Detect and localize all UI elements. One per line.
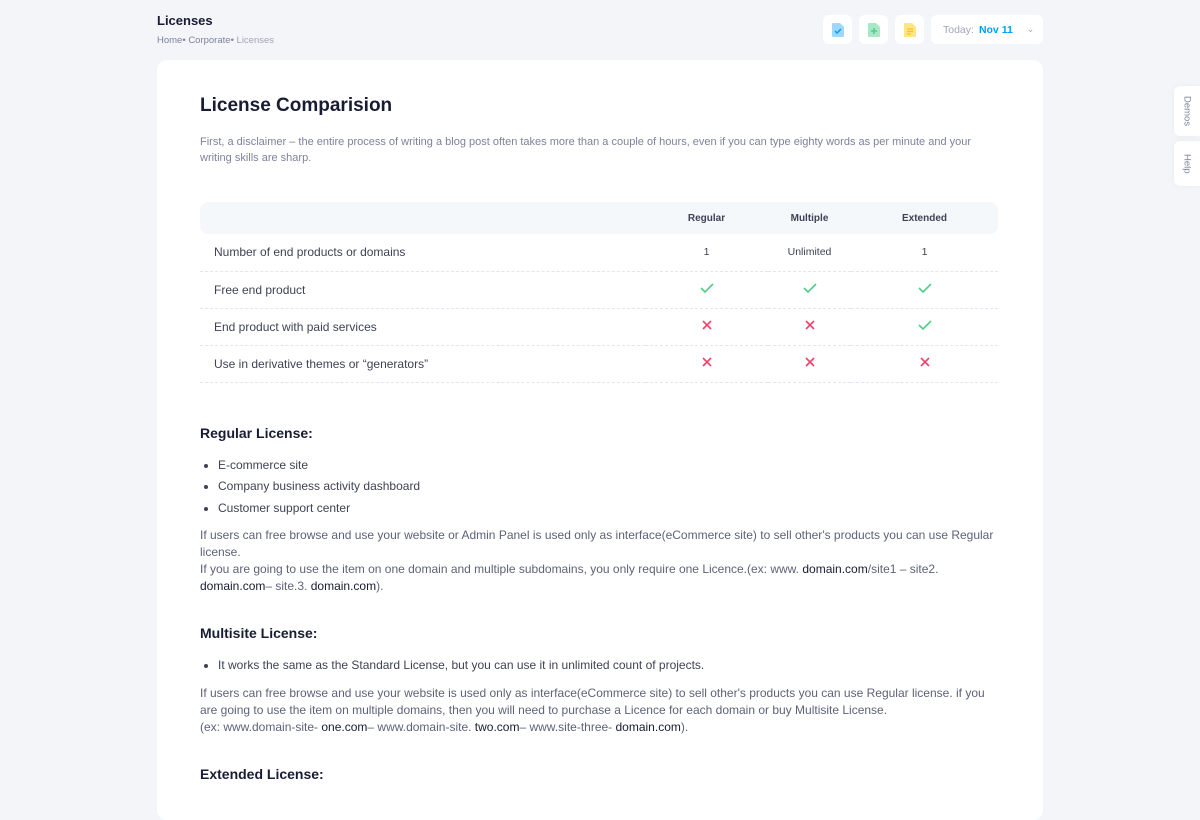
toolbar (157, 13, 1043, 53)
file-add-icon (868, 23, 880, 37)
cell-check (851, 271, 998, 308)
cross-icon (920, 357, 930, 367)
extended-title: Extended License: (200, 765, 324, 782)
row-label: Free end product (200, 271, 645, 308)
cell-cross (645, 308, 768, 345)
comparison-table (200, 202, 998, 383)
cross-icon (702, 320, 712, 330)
table-row (200, 271, 998, 308)
cell-check (768, 271, 851, 308)
section-title: License Comparision (200, 95, 393, 116)
cell-value: Unlimited (768, 234, 851, 271)
cell-cross (851, 345, 998, 382)
row-label: Use in derivative themes or “generators” (200, 345, 645, 382)
breadcrumb-corporate[interactable]: Corporate (188, 35, 231, 46)
multisite-text-2: (ex: www.domain-site- one.com– www.domain-site. two.com– www.site-three- domain.com). (200, 719, 689, 734)
cell-check (645, 271, 768, 308)
col-extended: Extended (851, 202, 998, 234)
cell-check (851, 308, 998, 345)
demos-label: Demos (1181, 95, 1193, 127)
check-icon (700, 283, 714, 293)
file-text-icon (904, 23, 916, 37)
multisite-title: Multisite License: (200, 625, 318, 641)
col-feature (200, 202, 645, 234)
page-title: Licenses (157, 13, 213, 28)
date-picker-button[interactable] (931, 15, 1043, 44)
list-item: • Customer support center (218, 498, 1000, 520)
col-multiple: Multiple (768, 202, 851, 234)
regular-text-1: If users can free browse and use your website or Admin Panel is used only as interface(eCommerce site) to sell other's products you can use Regular license. (200, 528, 994, 559)
check-icon (918, 283, 932, 293)
cross-icon (805, 357, 815, 367)
file-text-button[interactable] (895, 15, 924, 44)
regular-title: Regular License: (200, 424, 313, 441)
file-add-button[interactable] (859, 15, 888, 44)
regular-text-2: If you are going to use the item on one domain and multiple subdomains, you only require one Licence.(ex: www. domain.com/site1 – site2. domain.com– site.3. domain.com). (200, 562, 939, 593)
regular-list (218, 455, 1000, 520)
col-regular: Regular (645, 202, 768, 234)
file-check-icon (832, 23, 844, 37)
cross-icon (805, 320, 815, 330)
date-label: Today: (943, 23, 974, 36)
cell-cross (768, 308, 851, 345)
cell-cross (645, 345, 768, 382)
list-item: • E-commerce site (218, 455, 1000, 477)
table-row (200, 308, 998, 345)
date-value: Nov 11 (978, 23, 1013, 36)
cell-value: 1 (645, 234, 768, 271)
demos-tab[interactable] (1174, 86, 1200, 136)
table-row (200, 345, 998, 382)
multisite-text-1: If users can free browse and use your website is used only as interface(eCommerce site) to sell other's products you can use Regular license. if you are going to use the item on multiple domains, then you will need to purchase a Licence for each domain or buy Multisite License. (200, 685, 985, 717)
list-item: • Company business activity dashboard (218, 476, 1000, 498)
file-check-button[interactable] (823, 15, 852, 44)
breadcrumb: Home• Corporate• Licenses (157, 35, 275, 46)
row-label: End product with paid services (200, 308, 645, 345)
breadcrumb-current: Licenses (236, 35, 275, 46)
license-card (157, 60, 1043, 820)
row-label: Number of end products or domains (200, 234, 645, 271)
chevron-down-icon: ⌄ (1026, 24, 1035, 34)
help-label: Help (1181, 153, 1193, 174)
cross-icon (702, 357, 712, 367)
check-icon (918, 320, 932, 330)
cell-cross (768, 345, 851, 382)
help-tab[interactable] (1174, 141, 1200, 186)
check-icon (803, 283, 817, 293)
table-row (200, 234, 998, 271)
multisite-list (218, 655, 1000, 677)
breadcrumb-home[interactable]: Home (157, 35, 183, 46)
list-item: • It works the same as the Standard License, but you can use it in unlimited count of projects. (218, 655, 1000, 677)
cell-value: 1 (851, 234, 998, 271)
intro-text: First, a disclaimer – the entire process of writing a blog post often takes more than a couple of hours, even if you can type eighty words as per minute and your writing skills are sharp. (200, 136, 972, 164)
